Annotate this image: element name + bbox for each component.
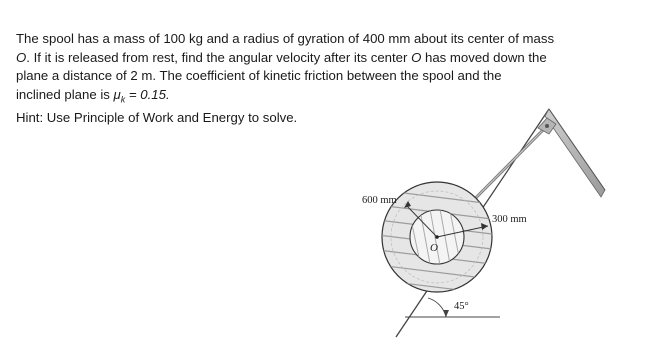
problem-hint: Hint: Use Principle of Work and Energy to solve. <box>16 110 298 126</box>
problem-line-3: plane a distance of 2 m. The coefficient of kinetic friction between the spool and the <box>16 68 502 84</box>
center-label: O <box>430 242 438 254</box>
problem-line-4: inclined plane is $\mu_k = 0.15$. <box>16 86 170 105</box>
problem-line-1: The spool has a mass of 100 kg and a radius of gyration of 400 mm about its center of mass <box>16 31 555 46</box>
inner-radius-label: 300 mm <box>492 214 527 225</box>
problem-line-2: O. If it is released from rest, find the angular velocity after its center O has moved down the <box>16 49 547 65</box>
outer-radius-label: 600 mm <box>362 195 397 206</box>
angle-label: 45° <box>454 301 469 312</box>
